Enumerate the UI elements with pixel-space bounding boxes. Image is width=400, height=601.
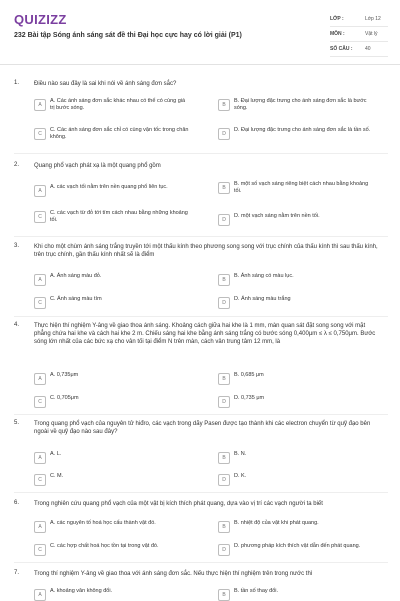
option-c[interactable] — [34, 127, 194, 143]
option-letter: B — [218, 373, 230, 385]
question-number: 4. — [14, 322, 20, 328]
divider — [14, 316, 388, 317]
option-text: C. M. — [50, 473, 64, 479]
option-letter: B — [218, 99, 230, 111]
option-b[interactable] — [218, 98, 378, 114]
option-text: C. các hợp chất hoá học tồn tại trong vật đó. — [50, 543, 159, 549]
option-d[interactable] — [218, 296, 378, 312]
option-text: B. nhiệt độ của vật khi phát quang. — [234, 520, 319, 526]
option-letter: C — [34, 297, 46, 309]
option-text: D. K. — [234, 473, 247, 479]
option-text: B. Đại lượng đặc trưng cho ánh sáng đơn sắc là bước sóng. — [234, 98, 367, 111]
option-a[interactable] — [34, 520, 194, 536]
divider — [14, 236, 388, 237]
meta-subject — [330, 28, 388, 42]
question-number: 2. — [14, 162, 20, 168]
option-text: A. các nguyên tố hoá học cấu thành vật đó. — [50, 520, 156, 526]
meta-label: SỐ CÂU : — [330, 46, 353, 52]
option-b[interactable] — [218, 451, 378, 467]
divider — [14, 414, 388, 415]
divider — [14, 153, 388, 154]
option-letter: C — [34, 211, 46, 223]
option-text: A. Các ánh sáng đơn sắc khác nhau có thể có cùng giá trị bước sóng. — [50, 98, 186, 111]
option-letter: B — [218, 521, 230, 533]
option-text: D. phương pháp kích thích vật dẫn đến phát quang. — [234, 543, 361, 549]
option-b[interactable] — [218, 372, 378, 388]
option-c[interactable] — [34, 543, 194, 559]
option-letter: B — [218, 182, 230, 194]
quizizz-logo: QUIZIZZ — [14, 12, 67, 27]
question-number: 7. — [14, 570, 20, 576]
option-letter: C — [34, 544, 46, 556]
meta-label: MÔN : — [330, 31, 345, 37]
option-letter: C — [34, 474, 46, 486]
question-text: Trong nghiên cứu quang phổ vạch của một vật bị kích thích phát quang, dựa vào vị trí các vạch người ta biết — [34, 501, 323, 507]
meta-value: 40 — [365, 46, 371, 52]
option-c[interactable] — [34, 395, 194, 411]
option-d[interactable] — [218, 543, 378, 559]
option-a[interactable] — [34, 273, 194, 289]
meta-label: LỚP : — [330, 16, 344, 22]
option-letter: A — [34, 99, 46, 111]
option-b[interactable] — [218, 520, 378, 536]
option-c[interactable] — [34, 296, 194, 312]
question-text: Quang phổ vạch phát xạ là một quang phổ gồm — [34, 163, 161, 169]
option-letter: A — [34, 452, 46, 464]
option-d[interactable] — [218, 127, 378, 143]
question-text: Trong thí nghiệm Y-âng về giao thoa với ánh sáng đơn sắc. Nếu thực hiện thí nghiệm trên trong nước thì — [34, 571, 313, 577]
option-letter: B — [218, 452, 230, 464]
question-number: 6. — [14, 500, 20, 506]
option-text: D. 0,735 μm — [234, 395, 265, 401]
option-letter: A — [34, 373, 46, 385]
divider — [14, 492, 388, 493]
option-a[interactable] — [34, 184, 194, 200]
option-d[interactable] — [218, 395, 378, 411]
option-a[interactable] — [34, 98, 194, 114]
question-text: Thực hiện thí nghiệm Y-âng về giao thoa ánh sáng. Khoảng cách giữa hai khe là 1 mm, màn quan sát đặt song song với mặt phẳng chứa hai khe và cách hai khe 2 m. Chiếu sáng hai khe bằng ánh sáng trắng có bước sóng 0,400μm ≤ λ ≤ 0,750μm. Bước sóng lớn nhất của các bức xạ cho vân tối tại điểm N trên màn, cách vân trung tâm 12 mm, là — [34, 323, 376, 345]
option-d[interactable] — [218, 213, 378, 229]
option-letter: D — [218, 544, 230, 556]
divider — [14, 562, 388, 563]
option-text: D. Đại lượng đặc trưng cho ánh sáng đơn sắc là tần số. — [234, 127, 371, 133]
meta-class — [330, 13, 388, 27]
question-number: 3. — [14, 243, 20, 249]
option-text: A. các vạch tối nằm trên nền quang phổ liên tục. — [50, 184, 168, 190]
option-text: B. N. — [234, 451, 247, 457]
option-letter: D — [218, 474, 230, 486]
question-text: Trong quang phổ vạch của nguyên tử hiđro, các vạch trong dãy Pasen được tạo thành khi các electron chuyển từ quỹ đạo bên ngoài về quỹ đạo nào sau đây? — [34, 421, 371, 435]
worksheet-title: 232 Bài tập Sóng ánh sáng sát đề thi Đại học cực hay có lời giải (P1) — [14, 32, 242, 39]
option-d[interactable] — [218, 473, 378, 489]
option-text: A. 0,735μm — [50, 372, 79, 378]
option-text: D. một vạch sáng nằm trên nền tối. — [234, 213, 320, 219]
option-a[interactable] — [34, 588, 194, 600]
option-c[interactable] — [34, 210, 194, 226]
option-letter: A — [34, 185, 46, 197]
question-text: Điều nào sau đây là sai khi nói về ánh sáng đơn sắc? — [34, 81, 177, 87]
option-b[interactable] — [218, 181, 378, 197]
option-c[interactable] — [34, 473, 194, 489]
option-text: D. Ánh sáng màu trắng — [234, 296, 291, 302]
option-letter: C — [34, 128, 46, 140]
option-text: B. tần số thay đổi. — [234, 588, 279, 594]
option-text: C. Các ánh sáng đơn sắc chỉ có cùng vận tốc trong chân không. — [50, 127, 189, 140]
option-a[interactable] — [34, 451, 194, 467]
option-letter: D — [218, 396, 230, 408]
option-text: C. Ánh sáng màu tím — [50, 296, 102, 302]
option-text: A. Ánh sáng màu đỏ. — [50, 273, 102, 279]
option-letter: A — [34, 274, 46, 286]
meta-question-count — [330, 43, 388, 57]
option-text: B. Ánh sáng có màu lục. — [234, 273, 294, 279]
meta-value: Lớp 12 — [365, 16, 381, 22]
worksheet-header — [0, 0, 400, 65]
option-b[interactable] — [218, 273, 378, 289]
meta-value: Vật lý — [365, 31, 378, 37]
option-text: A. L. — [50, 451, 62, 457]
option-b[interactable] — [218, 588, 378, 600]
option-text: B. một số vạch sáng riêng biệt cách nhau bằng khoảng tối. — [234, 181, 369, 194]
option-letter: A — [34, 589, 46, 601]
option-letter: A — [34, 521, 46, 533]
option-a[interactable] — [34, 372, 194, 388]
question-text: Khi cho một chùm ánh sáng trắng truyền tới một thấu kính theo phương song song với trục chính của thấu kính thì sau thấu kính, trên trục chính, gần thấu kính nhất sẽ là điểm — [34, 244, 378, 258]
option-letter: D — [218, 297, 230, 309]
question-number: 1. — [14, 80, 20, 86]
option-text: A. khoảng vân không đổi. — [50, 588, 113, 594]
option-letter: B — [218, 589, 230, 601]
option-text: B. 0,685 μm — [234, 372, 264, 378]
option-letter: B — [218, 274, 230, 286]
option-letter: D — [218, 128, 230, 140]
option-letter: D — [218, 214, 230, 226]
option-letter: C — [34, 396, 46, 408]
question-number: 5. — [14, 420, 20, 426]
option-text: C. các vạch từ đỏ tới tím cách nhau bằng những khoảng tối. — [50, 210, 188, 223]
option-text: C. 0,705μm — [50, 395, 79, 401]
